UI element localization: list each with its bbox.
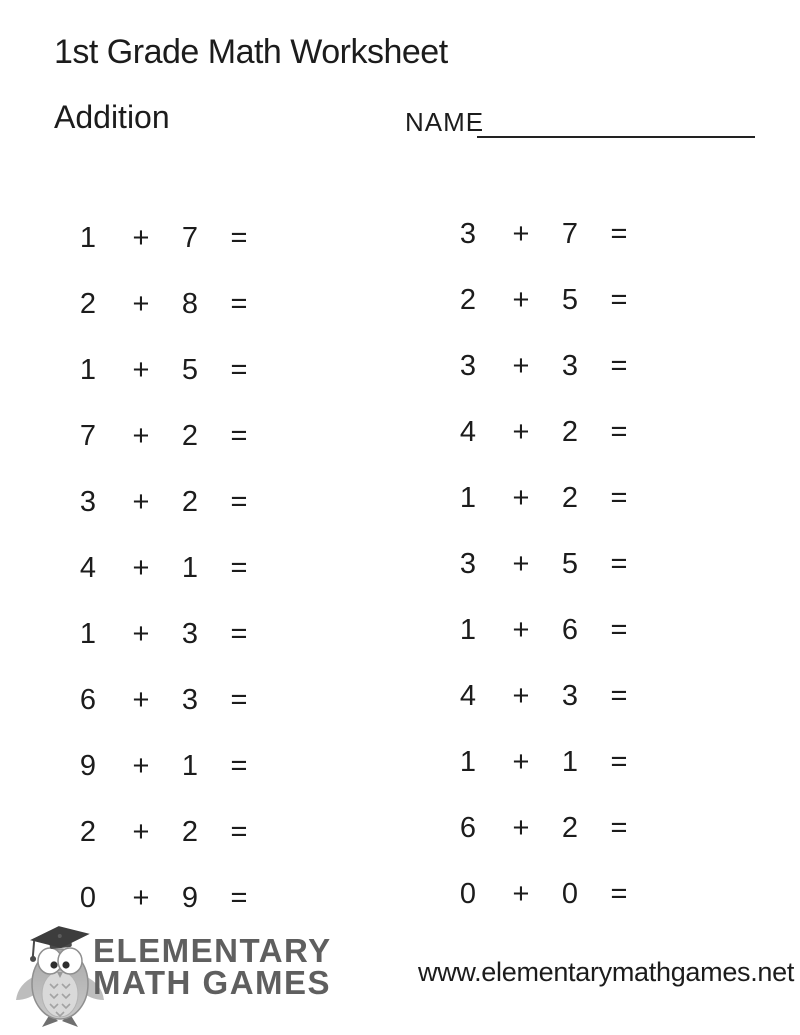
- addend-a: 9: [79, 749, 97, 782]
- addend-a: 7: [79, 419, 97, 452]
- addend-b: 5: [561, 283, 579, 316]
- plus-operator: +: [132, 749, 150, 782]
- plus-operator: +: [512, 613, 530, 646]
- equals-sign: =: [230, 221, 248, 254]
- addend-b: 2: [561, 415, 579, 448]
- addend-a: 1: [459, 481, 477, 514]
- plus-operator: +: [132, 683, 150, 716]
- addend-a: 3: [79, 485, 97, 518]
- addend-b: 3: [181, 683, 199, 716]
- addend-b: 9: [181, 881, 199, 914]
- equals-sign: =: [610, 877, 628, 910]
- addend-a: 2: [79, 815, 97, 848]
- problem-row: [60, 205, 310, 271]
- addend-a: 4: [459, 679, 477, 712]
- plus-operator: +: [512, 679, 530, 712]
- worksheet-topic: Addition: [54, 99, 170, 135]
- addend-a: 2: [79, 287, 97, 320]
- equals-sign: =: [230, 287, 248, 320]
- plus-operator: +: [132, 551, 150, 584]
- addend-b: 6: [561, 613, 579, 646]
- addend-b: 1: [561, 745, 579, 778]
- plus-operator: +: [132, 485, 150, 518]
- problem-row: [440, 333, 690, 399]
- plus-operator: +: [132, 617, 150, 650]
- addend-b: 1: [181, 749, 199, 782]
- equals-sign: =: [610, 481, 628, 514]
- addend-a: 4: [79, 551, 97, 584]
- website-url: www.elementarymathgames.net: [418, 957, 795, 987]
- plus-operator: +: [512, 415, 530, 448]
- problem-row: [440, 465, 690, 531]
- plus-operator: +: [512, 811, 530, 844]
- problem-row: [440, 795, 690, 861]
- problem-row: [440, 729, 690, 795]
- problem-row: [440, 267, 690, 333]
- addend-b: 7: [561, 217, 579, 250]
- problems-column-left: [60, 205, 310, 931]
- logo-line1: ELEMENTARY: [93, 932, 332, 969]
- problem-row: [440, 201, 690, 267]
- problem-row: [440, 663, 690, 729]
- addend-b: 3: [181, 617, 199, 650]
- equals-sign: =: [230, 617, 248, 650]
- problem-row: [440, 861, 690, 927]
- addend-a: 3: [459, 349, 477, 382]
- name-label: NAME: [405, 107, 485, 137]
- problem-row: [60, 799, 310, 865]
- addend-a: 4: [459, 415, 477, 448]
- addend-b: 2: [561, 481, 579, 514]
- addend-a: 1: [79, 617, 97, 650]
- plus-operator: +: [132, 287, 150, 320]
- addend-b: 2: [181, 419, 199, 452]
- equals-sign: =: [610, 679, 628, 712]
- plus-operator: +: [132, 221, 150, 254]
- addend-b: 8: [181, 287, 199, 320]
- addend-a: 3: [459, 547, 477, 580]
- problem-row: [60, 733, 310, 799]
- problem-row: [60, 337, 310, 403]
- equals-sign: =: [610, 283, 628, 316]
- equals-sign: =: [230, 485, 248, 518]
- plus-operator: +: [132, 419, 150, 452]
- plus-operator: +: [512, 217, 530, 250]
- equals-sign: =: [610, 349, 628, 382]
- addend-a: 0: [79, 881, 97, 914]
- problem-row: [60, 535, 310, 601]
- logo-wordmark: [93, 934, 332, 999]
- addend-a: 2: [459, 283, 477, 316]
- addend-b: 1: [181, 551, 199, 584]
- equals-sign: =: [230, 815, 248, 848]
- plus-operator: +: [132, 815, 150, 848]
- problem-row: [440, 597, 690, 663]
- equals-sign: =: [230, 551, 248, 584]
- addend-a: 6: [79, 683, 97, 716]
- logo-line2: MATH GAMES: [93, 964, 332, 1001]
- problem-row: [440, 399, 690, 465]
- addend-a: 1: [459, 745, 477, 778]
- problem-row: [60, 469, 310, 535]
- problem-row: [60, 271, 310, 337]
- equals-sign: =: [610, 547, 628, 580]
- name-blank-line: [477, 106, 755, 138]
- problem-row: [60, 403, 310, 469]
- problem-row: [60, 601, 310, 667]
- equals-sign: =: [610, 415, 628, 448]
- addend-a: 1: [79, 353, 97, 386]
- addend-a: 1: [459, 613, 477, 646]
- plus-operator: +: [512, 547, 530, 580]
- addend-b: 5: [561, 547, 579, 580]
- equals-sign: =: [610, 745, 628, 778]
- addend-b: 2: [181, 815, 199, 848]
- equals-sign: =: [230, 749, 248, 782]
- addend-b: 2: [561, 811, 579, 844]
- equals-sign: =: [610, 613, 628, 646]
- addend-b: 3: [561, 349, 579, 382]
- problem-row: [440, 531, 690, 597]
- addend-a: 1: [79, 221, 97, 254]
- plus-operator: +: [512, 877, 530, 910]
- equals-sign: =: [610, 811, 628, 844]
- plus-operator: +: [512, 481, 530, 514]
- equals-sign: =: [230, 881, 248, 914]
- addend-b: 3: [561, 679, 579, 712]
- plus-operator: +: [512, 349, 530, 382]
- addend-a: 6: [459, 811, 477, 844]
- plus-operator: +: [512, 745, 530, 778]
- plus-operator: +: [512, 283, 530, 316]
- page-title: 1st Grade Math Worksheet: [54, 33, 448, 71]
- equals-sign: =: [230, 353, 248, 386]
- problems-column-right: [440, 201, 690, 927]
- addend-a: 0: [459, 877, 477, 910]
- equals-sign: =: [610, 217, 628, 250]
- addend-b: 5: [181, 353, 199, 386]
- equals-sign: =: [230, 419, 248, 452]
- problem-row: [60, 865, 310, 931]
- addend-b: 7: [181, 221, 199, 254]
- addend-b: 2: [181, 485, 199, 518]
- equals-sign: =: [230, 683, 248, 716]
- plus-operator: +: [132, 881, 150, 914]
- addend-b: 0: [561, 877, 579, 910]
- addend-a: 3: [459, 217, 477, 250]
- plus-operator: +: [132, 353, 150, 386]
- problem-row: [60, 667, 310, 733]
